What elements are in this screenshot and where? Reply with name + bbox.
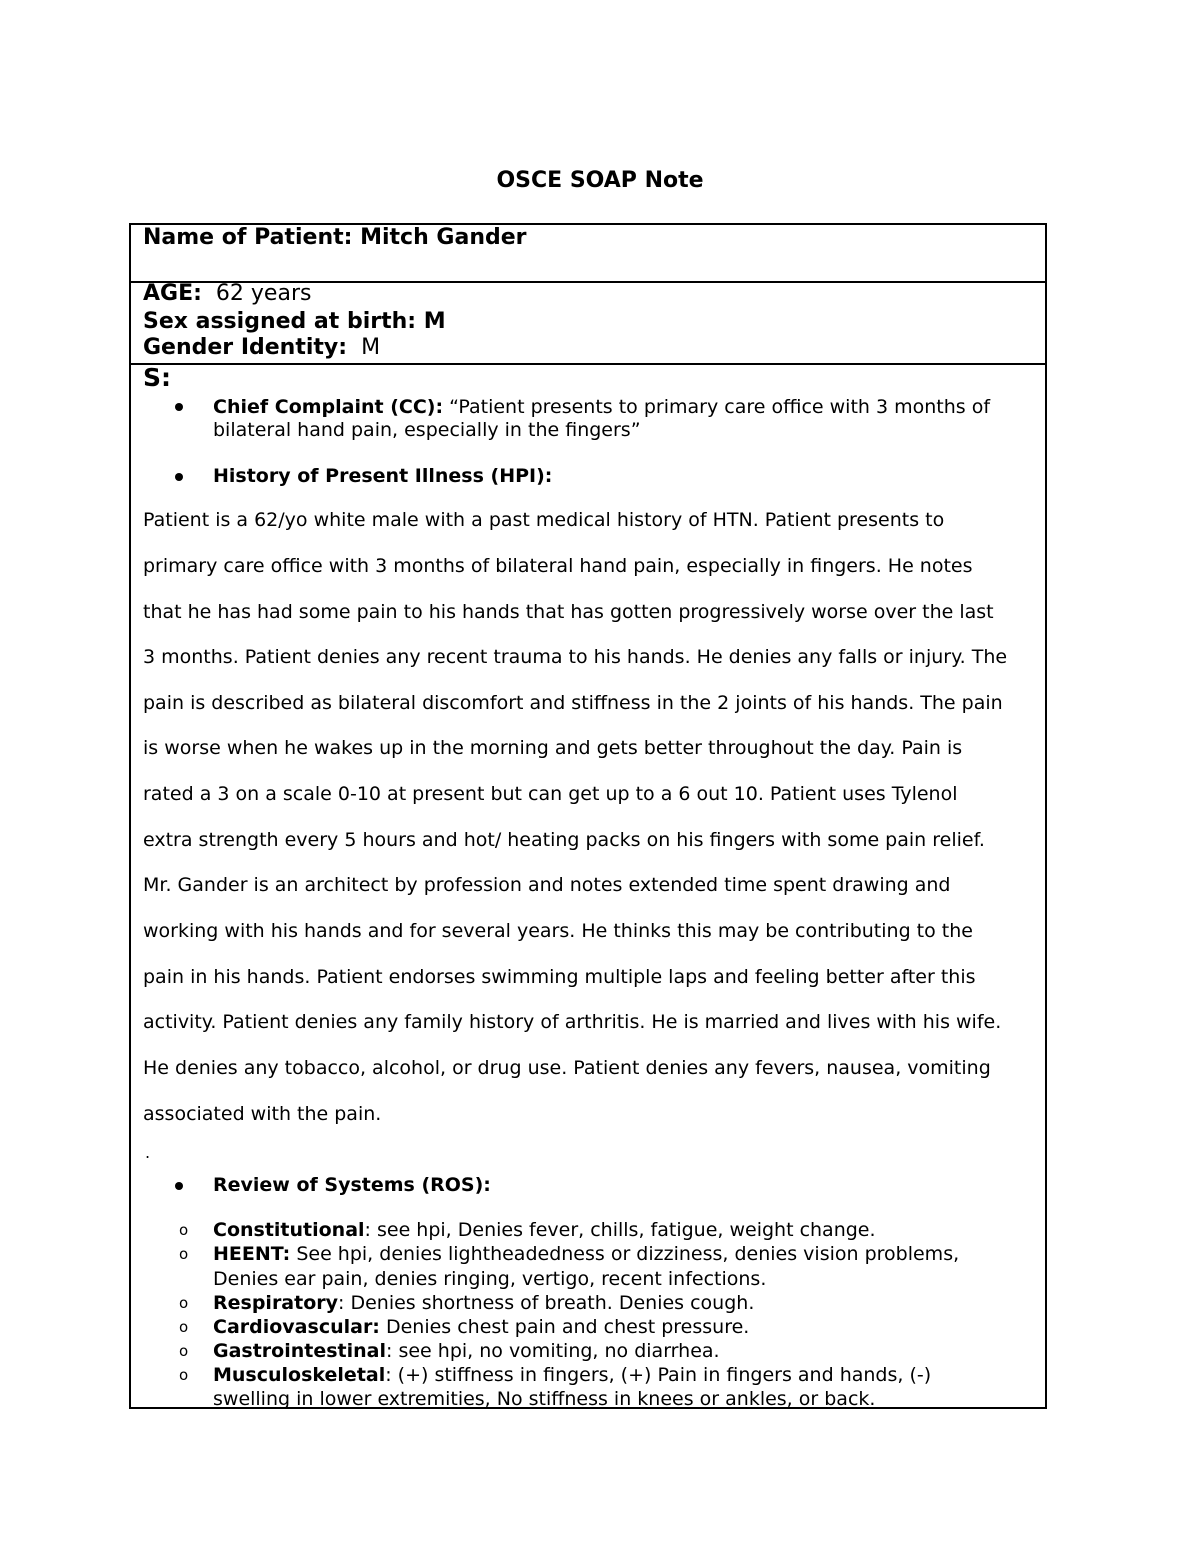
soap-note-table (129, 223, 1047, 1409)
ros-heent-cont: Denies ear pain, denies ringing, vertigo, recent infections. (213, 1268, 767, 1290)
ros-cardiovascular: Cardiovascular: Denies chest pain and chest pressure. (213, 1316, 750, 1338)
hpi-line: He denies any tobacco, alcohol, or drug use. Patient denies any fevers, nausea, vomiting (143, 1057, 991, 1079)
bullet-icon (175, 1182, 183, 1190)
patient-name-row (131, 225, 1045, 283)
circle-bullet-icon: o (179, 1342, 189, 1360)
age-line: AGE: 62 years (143, 281, 312, 306)
gender-value: M (361, 335, 381, 360)
hpi-line: extra strength every 5 hours and hot/ heating packs on his fingers with some pain relief. (143, 829, 985, 851)
subjective-section (131, 363, 1045, 1410)
gender-line: Gender Identity: M (143, 335, 381, 360)
ros-label: Review of Systems (ROS): (213, 1174, 491, 1196)
bullet-icon (175, 473, 183, 481)
patient-name: Name of Patient: Mitch Gander (143, 225, 527, 250)
ros-constitutional: Constitutional: see hpi, Denies fever, chills, fatigue, weight change. (213, 1219, 876, 1241)
age-value: 62 years (215, 281, 312, 306)
circle-bullet-icon: o (179, 1366, 189, 1384)
hpi-line: associated with the pain. (143, 1103, 382, 1125)
hpi-line: 3 months. Patient denies any recent trauma to his hands. He denies any falls or injury. The (143, 646, 1008, 668)
hpi-line: that he has had some pain to his hands that has gotten progressively worse over the last (143, 601, 994, 623)
hpi-line: working with his hands and for several years. He thinks this may be contributing to the (143, 920, 973, 942)
ros-musculoskeletal-cont: swelling in lower extremities, No stiffness in knees or ankles, or back. (213, 1388, 876, 1410)
stray-dot: . (145, 1143, 151, 1162)
chief-complaint-cont: bilateral hand pain, especially in the fingers” (213, 419, 641, 441)
hpi-line: primary care office with 3 months of bilateral hand pain, especially in fingers. He notes (143, 555, 973, 577)
ros-respiratory: Respiratory: Denies shortness of breath. Denies cough. (213, 1292, 755, 1314)
sex-line: Sex assigned at birth: M (143, 309, 446, 334)
demographics-row (131, 281, 1045, 365)
hpi-label: History of Present Illness (HPI): (213, 465, 553, 487)
circle-bullet-icon: o (179, 1294, 189, 1312)
hpi-line: Mr. Gander is an architect by profession and notes extended time spent drawing and (143, 874, 951, 896)
page-title: OSCE SOAP Note (496, 168, 704, 193)
circle-bullet-icon: o (179, 1221, 189, 1239)
hpi-line: pain in his hands. Patient endorses swimming multiple laps and feeling better after this (143, 966, 976, 988)
circle-bullet-icon: o (179, 1318, 189, 1336)
circle-bullet-icon: o (179, 1245, 189, 1263)
hpi-line: activity. Patient denies any family history of arthritis. He is married and lives with his wife. (143, 1011, 1002, 1033)
hpi-line: pain is described as bilateral discomfort and stiffness in the 2 joints of his hands. The pain (143, 692, 1003, 714)
ros-heent: HEENT: See hpi, denies lightheadedness or dizziness, denies vision problems, (213, 1243, 960, 1265)
subjective-label: S: (143, 363, 172, 392)
hpi-line: Patient is a 62/yo white male with a past medical history of HTN. Patient presents to (143, 509, 945, 531)
chief-complaint: Chief Complaint (CC): “Patient presents to primary care office with 3 months of (213, 396, 991, 418)
hpi-line: rated a 3 on a scale 0-10 at present but can get up to a 6 out 10. Patient uses Tylenol (143, 783, 958, 805)
bullet-icon (175, 403, 183, 411)
hpi-line: is worse when he wakes up in the morning and gets better throughout the day. Pain is (143, 737, 963, 759)
ros-musculoskeletal: Musculoskeletal: (+) stiffness in fingers, (+) Pain in fingers and hands, (-) (213, 1364, 932, 1386)
ros-gastrointestinal: Gastrointestinal: see hpi, no vomiting, no diarrhea. (213, 1340, 720, 1362)
